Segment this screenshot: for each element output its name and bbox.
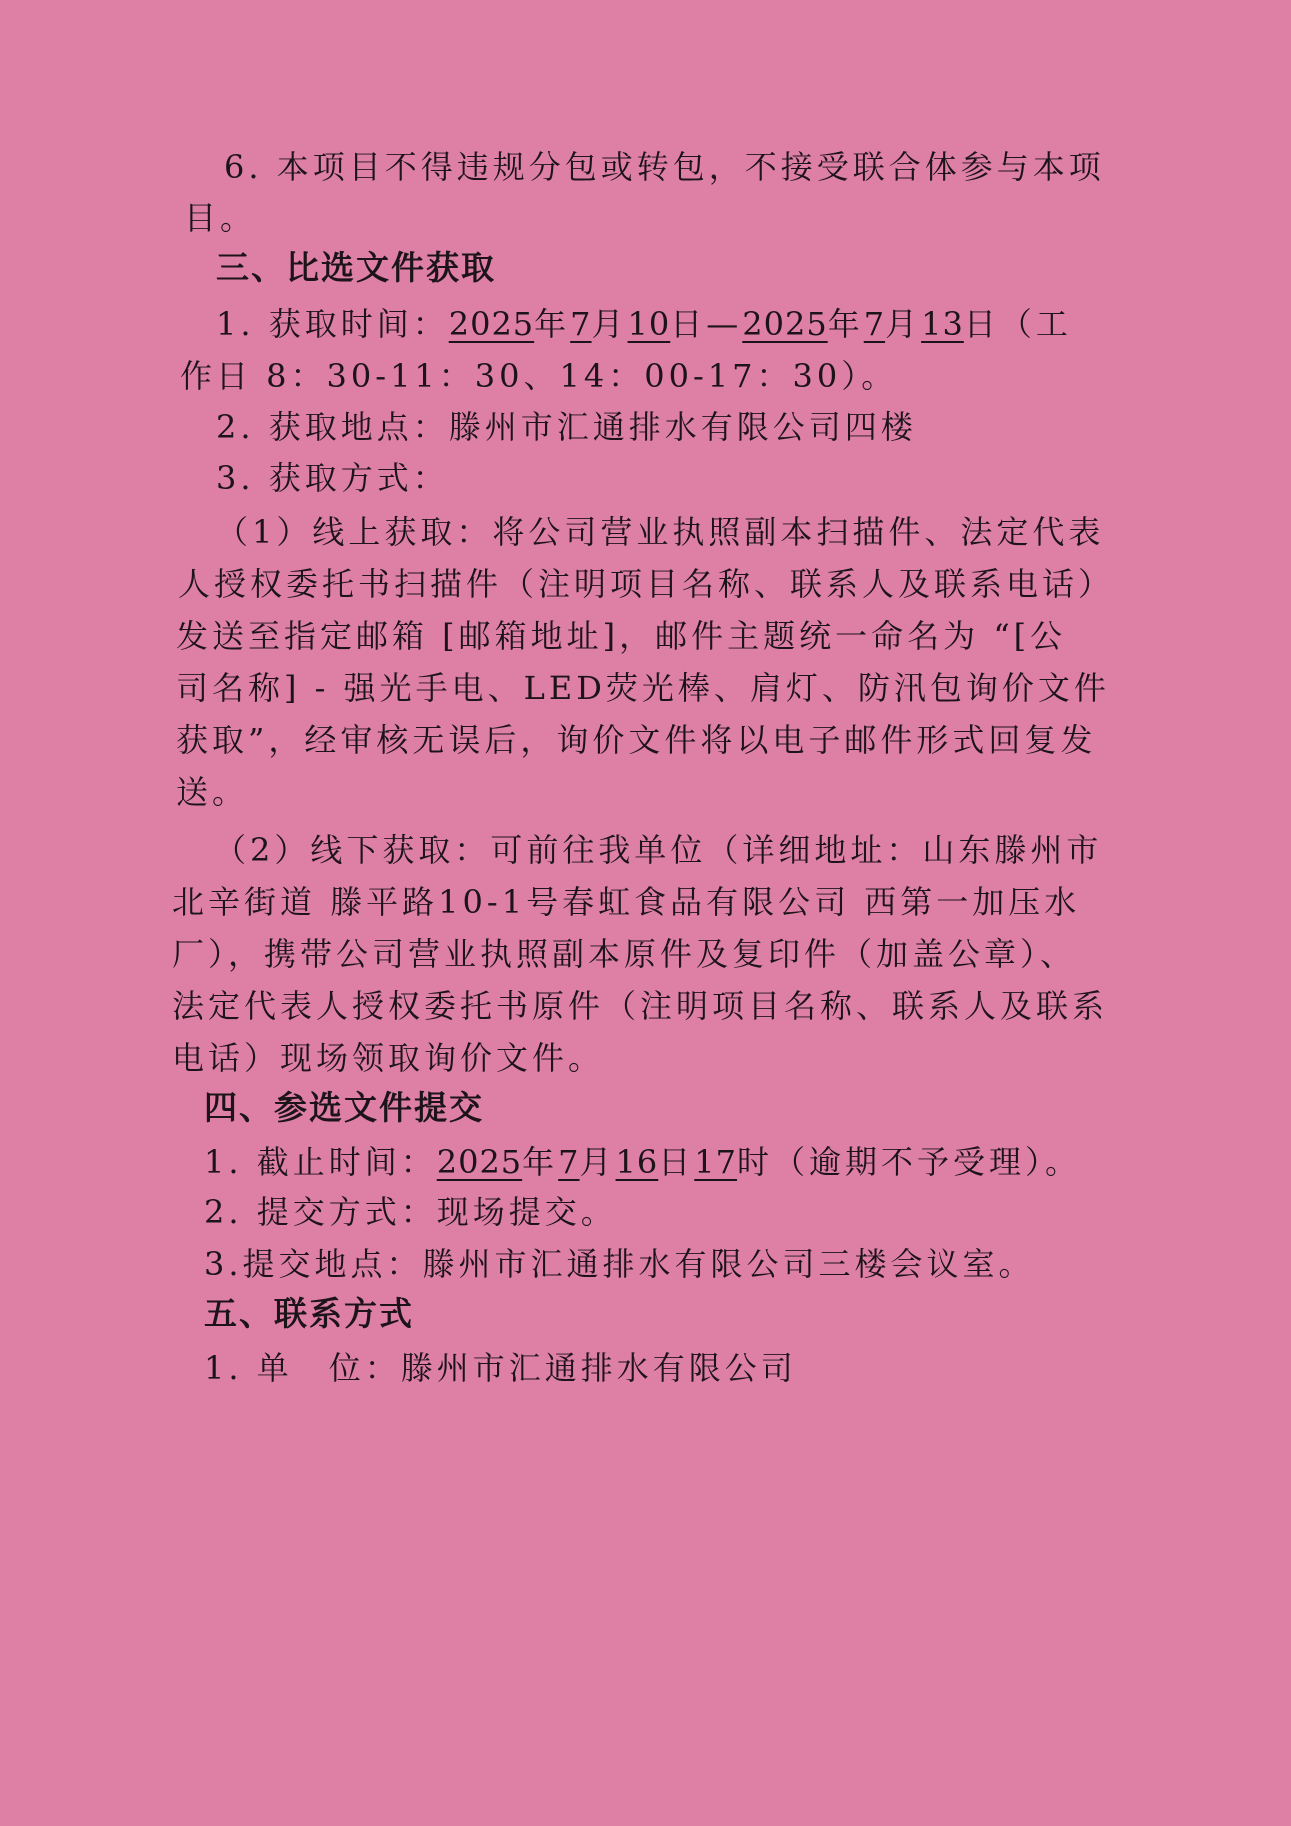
offline-line: 厂），携带公司营业执照副本原件及复印件（加盖公章）、	[172, 935, 1077, 973]
online-line: 司名称] - 强光手电、LED荧光棒、肩灯、防汛包询价文件	[176, 669, 1110, 707]
offline-line: 北辛街道 滕平路10-1号春虹食品有限公司 西第一加压水	[172, 883, 1081, 921]
section-heading-4: 四、参选文件提交	[204, 1088, 484, 1127]
get-start-day: 10	[627, 305, 671, 343]
offline-line: 电话）现场领取询价文件。	[172, 1039, 605, 1077]
submit-method: 2. 提交方式：现场提交。	[204, 1193, 617, 1231]
month-char: 月	[591, 305, 628, 343]
month-char-2: 月	[885, 305, 922, 343]
get-start-month: 7	[570, 305, 592, 343]
paragraph-item-6-line1: 6. 本项目不得违规分包或转包，不接受联合体参与本项	[224, 148, 1105, 186]
paragraph-item-6-line2: 目。	[184, 199, 257, 237]
get-time-line2: 作日 8：30-11：30、14：00-17：30）。	[180, 357, 898, 395]
online-line: 获取”，经审核无误后，询价文件将以电子邮件形式回复发	[176, 721, 1097, 759]
get-end-month: 7	[863, 305, 886, 343]
get-place: 2. 获取地点：滕州市汇通排水有限公司四楼	[216, 408, 917, 446]
year-char-3: 年	[522, 1143, 559, 1181]
day-dash-text: 日—	[670, 305, 743, 343]
contact-unit: 1. 单 位：滕州市汇通排水有限公司	[204, 1349, 797, 1387]
online-line: 发送至指定邮箱 [邮箱地址]，邮件主题统一命名为 “[公	[176, 617, 1067, 655]
online-line: 人授权委托书扫描件（注明项目名称、联系人及联系电话）	[178, 565, 1115, 603]
deadline-year: 2025	[436, 1143, 523, 1181]
get-end-day: 13	[921, 305, 964, 343]
get-end-year: 2025	[742, 305, 828, 343]
online-line: （1）线上获取：将公司营业执照副本扫描件、法定代表	[216, 513, 1105, 551]
deadline-month: 7	[558, 1143, 580, 1181]
get-start-year: 2025	[448, 305, 535, 343]
deadline-line	[204, 1140, 1081, 1184]
year-char-2: 年	[827, 305, 864, 343]
section-heading-5: 五、联系方式	[204, 1294, 414, 1333]
deadline-tail: 时（逾期不予受理）。	[737, 1143, 1082, 1181]
offline-line: （2）线下获取：可前往我单位（详细地址：山东滕州市	[214, 831, 1103, 869]
get-method: 3. 获取方式：	[216, 459, 449, 497]
day-char-3: 日	[658, 1143, 695, 1181]
submit-place: 3.提交地点：滕州市汇通排水有限公司三楼会议室。	[204, 1245, 1035, 1283]
online-line: 送。	[176, 773, 249, 811]
year-char: 年	[534, 305, 571, 343]
deadline-day: 16	[615, 1143, 659, 1181]
section-heading-3: 三、比选文件获取	[216, 248, 496, 287]
deadline-label: 1. 截止时间：	[204, 1143, 437, 1181]
get-time-label: 1. 获取时间：	[216, 305, 449, 343]
get-time-tail: 日（工	[963, 305, 1072, 343]
deadline-hour: 17	[694, 1143, 737, 1181]
month-char-3: 月	[579, 1143, 616, 1181]
offline-line: 法定代表人授权委托书原件（注明项目名称、联系人及联系	[172, 987, 1109, 1025]
get-time-line1	[216, 302, 1072, 346]
